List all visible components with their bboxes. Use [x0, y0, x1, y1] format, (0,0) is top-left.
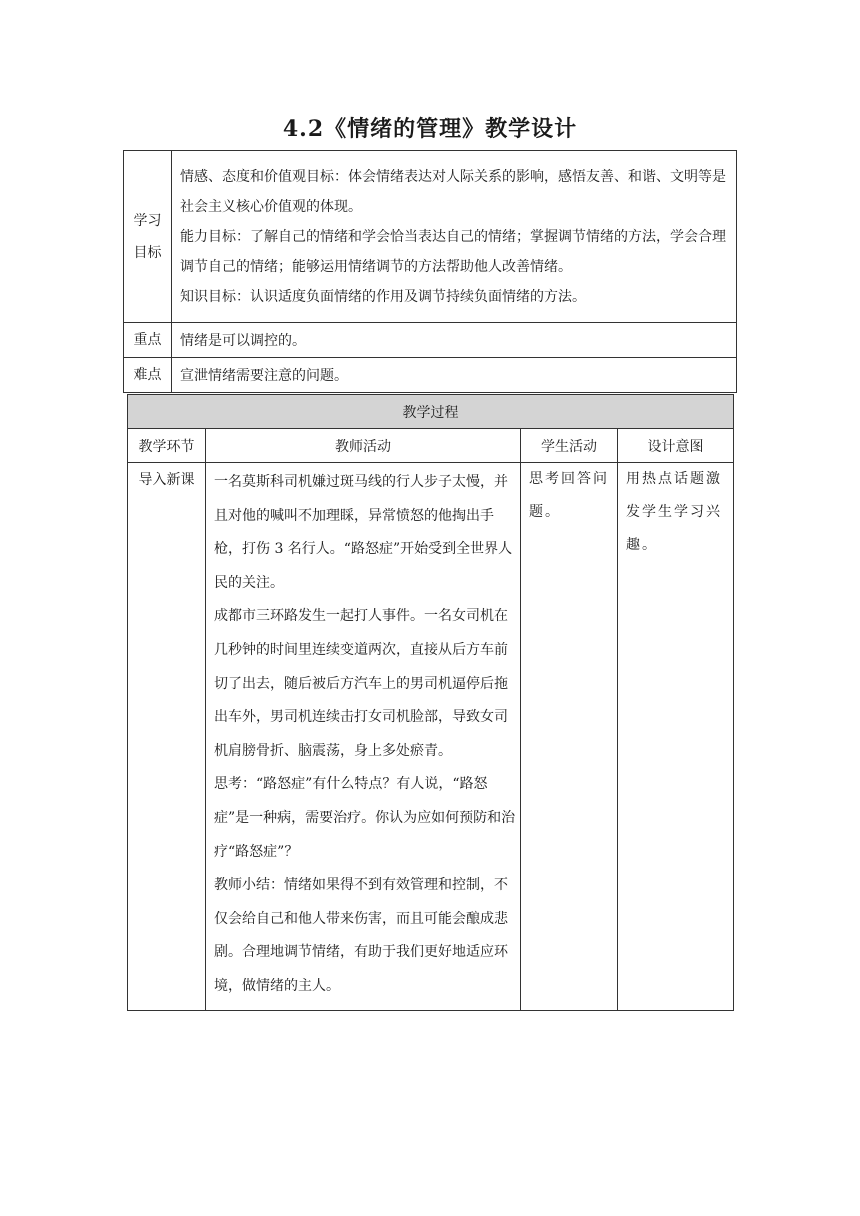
difficulty-row [124, 358, 737, 393]
key-point-label: 重点 [124, 323, 172, 358]
goal-emotion: 情感、态度和价值观目标：体会情绪表达对人际关系的影响，感悟友善、和谐、文明等是社会主义核心价值观的体现。 [180, 168, 726, 215]
document-title: 4.2《情绪的管理》教学设计 [282, 116, 578, 142]
key-point-row [124, 323, 737, 358]
student-activity-cell: 思考回答问题。 [521, 463, 618, 1011]
teacher-paragraph-moscow: 一名莫斯科司机嫌过斑马线的行人步子太慢，并且对他的喊叫不加理睬，异常愤怒的他掏出手枪，打伤 3 名行人。“路怒症”开始受到全世界人民的关注。 [214, 474, 513, 591]
goals-label: 学习目标 [124, 151, 172, 323]
goals-row [124, 151, 737, 323]
goals-cell [172, 151, 737, 323]
design-intent-cell: 用热点话题激发学生学习兴趣。 [618, 463, 734, 1011]
teacher-paragraph-chengdu: 成都市三环路发生一起打人事件。一名女司机在几秒钟的时间里连续变道两次，直接从后方车前切了出去，随后被后方汽车上的男司机逼停后拖出车外，男司机连续击打女司机脸部，导致女司机肩膀骨折、脑震荡，身上多处瘀青。 [214, 608, 508, 759]
process-heading-row [128, 395, 734, 429]
column-header-student: 学生活动 [521, 429, 618, 463]
process-heading: 教学过程 [128, 395, 734, 429]
teacher-paragraph-summary: 教师小结：情绪如果得不到有效管理和控制，不仅会给自己和他人带来伤害，而且可能会酿成悲剧。合理地调节情绪，有助于我们更好地适应环境，做情绪的主人。 [214, 877, 508, 994]
process-table [127, 394, 734, 1011]
difficulty-label: 难点 [124, 358, 172, 393]
key-point-value: 情绪是可以调控的。 [172, 323, 737, 358]
difficulty-value: 宣泄情绪需要注意的问题。 [172, 358, 737, 393]
column-header-row [128, 429, 734, 463]
column-header-step: 教学环节 [128, 429, 206, 463]
goal-ability: 能力目标：了解自己的情绪和学会恰当表达自己的情绪；掌握调节情绪的方法，学会合理调节自己的情绪；能够运用情绪调节的方法帮助他人改善情绪。 [180, 228, 726, 275]
column-header-teacher: 教师活动 [206, 429, 521, 463]
table-row [128, 463, 734, 1011]
objectives-table [123, 150, 737, 393]
teacher-activity-cell [206, 463, 521, 1011]
teacher-paragraph-question: 思考：“路怒症”有什么特点？有人说，“路怒症”是一种病，需要治疗。你认为应如何预防和治疗“路怒症”？ [214, 776, 516, 860]
step-cell: 导入新课 [128, 463, 206, 1011]
column-header-intent: 设计意图 [618, 429, 734, 463]
goal-knowledge: 知识目标：认识适度负面情绪的作用及调节持续负面情绪的方法。 [180, 288, 586, 305]
